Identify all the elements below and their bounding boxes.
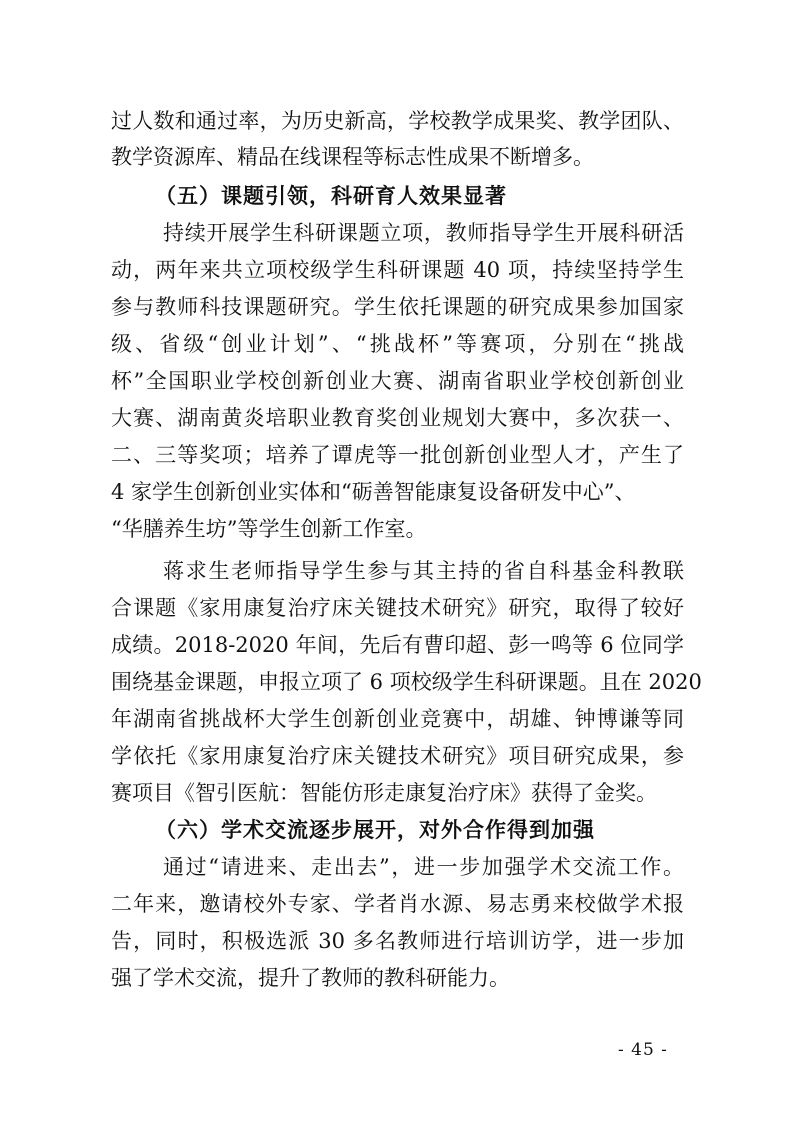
body-text-line: 学依托《家用康复治疗床关键技术研究》项目研究成果，参	[111, 744, 684, 768]
body-text-line: 大赛、湖南黄炎培职业教育奖创业规划大赛中，多次获一、	[111, 406, 684, 430]
body-text-line: 赛项目《智引医航：智能仿形走康复治疗床》获得了金奖。	[111, 781, 657, 805]
body-text-line: 参与教师科技课题研究。学生依托课题的研究成果参加国家	[111, 295, 684, 319]
page-number: - 45 -	[618, 1040, 668, 1060]
body-text-line: 杯”全国职业学校创新创业大赛、湖南省职业学校创新创业	[111, 369, 684, 393]
body-text-line: 级、省级“创业计划”、“挑战杯”等赛项，分别在“挑战	[111, 332, 684, 356]
body-text-line: 围绕基金课题，申报立项了 6 项校级学生科研课题。且在 2020	[111, 670, 702, 694]
body-text-line: 告，同时，积极选派 30 多名教师进行培训访学，进一步加	[111, 929, 684, 953]
body-text-line: 成绩。2018-2020 年间，先后有曹印超、彭一鸣等 6 位同学	[111, 633, 684, 657]
section-heading-6: （六）学术交流逐步展开，对外合作得到加强	[155, 818, 595, 842]
body-text-line: 合课题《家用康复治疗床关键技术研究》研究，取得了较好	[111, 596, 684, 620]
body-text-line: 动，两年来共立项校级学生科研课题 40 项，持续坚持学生	[111, 258, 684, 282]
body-text-line: 二年来，邀请校外专家、学者肖水源、易志勇来校做学术报	[111, 892, 684, 916]
body-text-line: 通过“请进来、走出去”，进一步加强学术交流工作。	[163, 855, 684, 879]
body-text-line: 蒋求生老师指导学生参与其主持的省自科基金科教联	[163, 559, 684, 583]
body-text-line: 教学资源库、精品在线课程等标志性成果不断增多。	[111, 145, 594, 169]
body-text-line: 过人数和通过率，为历史新高，学校教学成果奖、教学团队、	[111, 109, 684, 133]
body-text-line: 二、三等奖项；培养了谭虎等一批创新创业型人才，产生了	[111, 443, 684, 467]
body-text-line: “华膳养生坊”等学生创新工作室。	[111, 517, 427, 541]
body-text-line: 4 家学生创新创业实体和“砺善智能康复设备研发中心”、	[111, 480, 636, 504]
section-heading-5: （五）课题引领，科研育人效果显著	[155, 184, 507, 208]
body-text-line: 年湖南省挑战杯大学生创新创业竞赛中，胡雄、钟博谦等同	[111, 707, 684, 731]
body-text-line: 强了学术交流，提升了教师的教科研能力。	[111, 966, 510, 990]
body-text-line: 持续开展学生科研课题立项，教师指导学生开展科研活	[163, 221, 684, 245]
